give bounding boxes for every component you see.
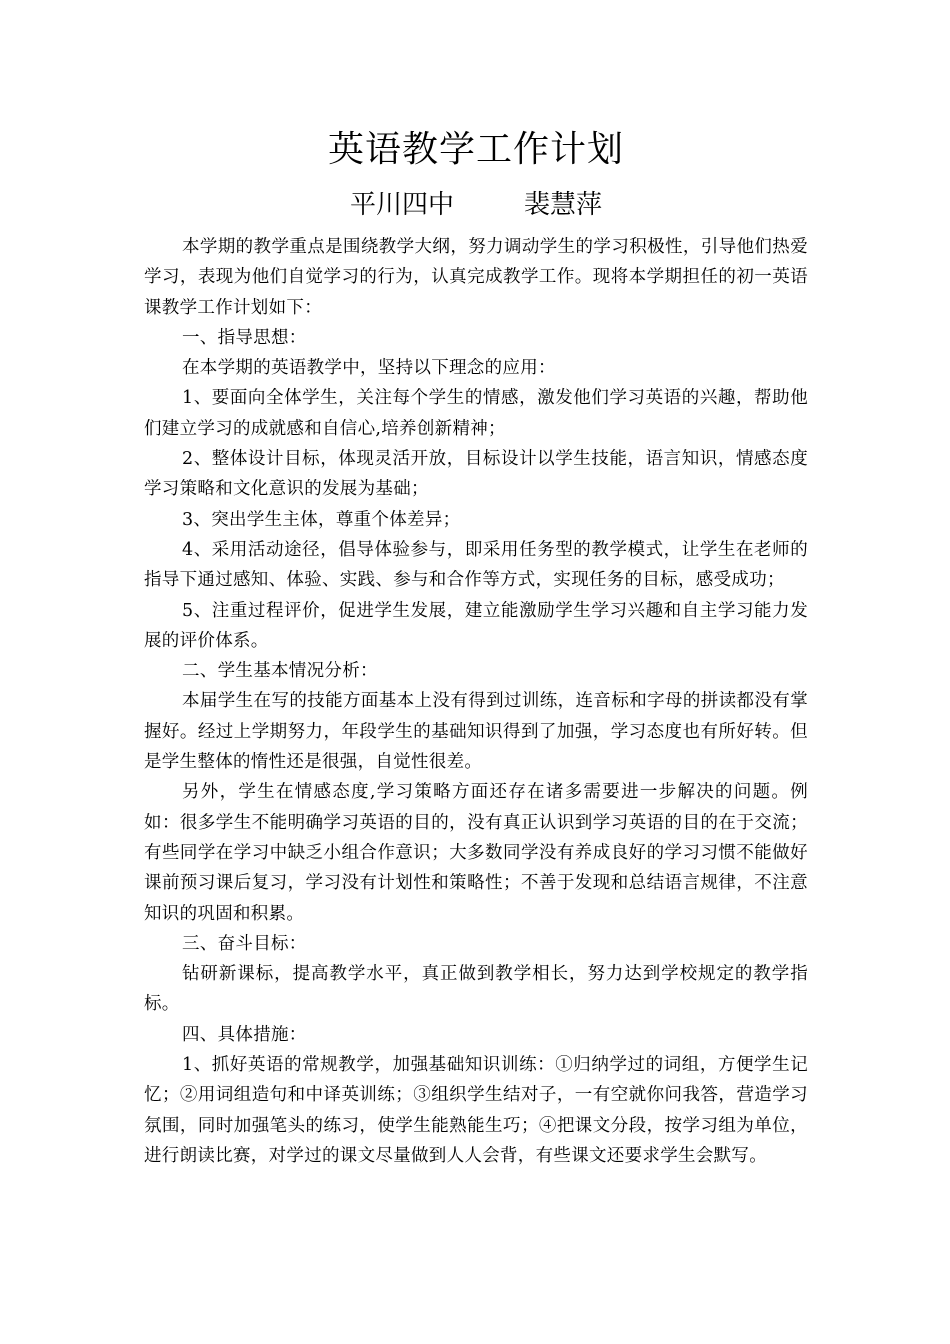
section-heading-goals: 三、奋斗目标： — [182, 933, 307, 954]
document-title: 英语教学工作计划 — [327, 129, 624, 170]
section-heading-student-analysis: 二、学生基本情况分析： — [182, 661, 378, 682]
list-item: 4、采用活动途径，倡导体验参与，即采用任务型的教学模式，让学生在老师的指导下通过感知、体验、实践、参与和合作等方式，实现任务的目标，感受成功； — [144, 539, 808, 591]
paragraph: 本届学生在写的技能方面基本上没有得到过训练，连音标和字母的拼读都没有掌握好。经过上学期努力，年段学生的基础知识得到了加强，学习态度也有所好转。但是学生整体的惰性还是很强，自觉性很差。 — [144, 691, 808, 773]
list-item: 1、要面向全体学生，关注每个学生的情感，激发他们学习英语的兴趣，帮助他们建立学习的成就感和自信心,培养创新精神； — [144, 388, 808, 439]
list-item: 2、整体设计目标，体现灵活开放，目标设计以学生技能，语言知识，情感态度学习策略和文化意识的发展为基础； — [144, 449, 808, 500]
school-name: 平川四中 — [349, 190, 454, 220]
document-page — [144, 120, 808, 1171]
section-heading-measures: 四、具体措施： — [182, 1024, 307, 1045]
list-item: 5、注重过程评价，促进学生发展，建立能激励学生学习兴趣和自主学习能力发展的评价体系。 — [144, 600, 808, 651]
paragraph: 钻研新课标，提高教学水平，真正做到教学相长，努力达到学校规定的教学指标。 — [144, 964, 808, 1015]
section-heading-guiding-thought: 一、指导思想： — [182, 327, 307, 348]
paragraph-intro: 本学期的教学重点是围绕教学大纲，努力调动学生的学习积极性，引导他们热爱学习，表现为他们自觉学习的行为，认真完成教学工作。现将本学期担任的初一英语课教学工作计划如下： — [144, 237, 808, 318]
list-item: 3、突出学生主体，尊重个体差异； — [182, 509, 461, 530]
paragraph: 另外，学生在情感态度,学习策略方面还存在诸多需要进一步解决的问题。例如：很多学生不能明确学习英语的目的，没有真正认识到学习英语的目的在于交流；有些同学在学习中缺乏小组合作意识；大多数同学没有养成良好的学习习惯不能做好课前预习课后复习，学习没有计划性和策略性；不善于发现和总结语言规律，不注意知识的巩固和积累。 — [144, 782, 808, 924]
author-name: 裴慧萍 — [524, 190, 603, 220]
list-item: 1、抓好英语的常规教学，加强基础知识训练：①归纳学过的词组，方便学生记忆；②用词组造句和中译英训练；③组织学生结对子，一有空就你问我答，营造学习氛围，同时加强笔头的练习，使学生能熟能生巧；④把课文分段，按学习组为单位，进行朗读比赛，对学过的课文尽量做到人人会背，有些课文还要求学生会默写。 — [144, 1055, 808, 1166]
document-byline — [144, 184, 808, 226]
paragraph: 在本学期的英语教学中，坚持以下理念的应用： — [182, 358, 556, 379]
